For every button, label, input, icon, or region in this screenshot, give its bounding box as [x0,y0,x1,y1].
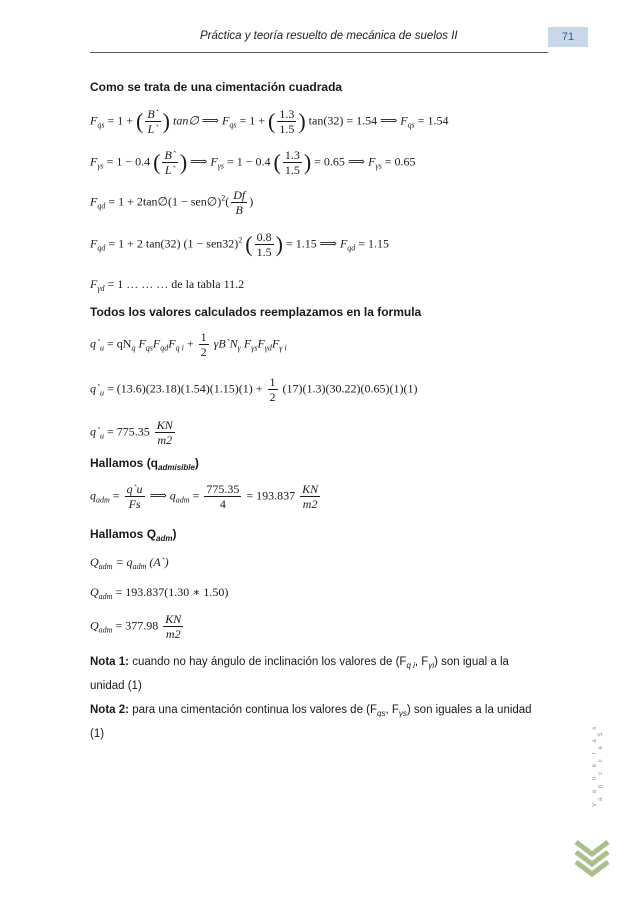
equation-Q-adm-formula: $Q_{adm} = q_{adm}$ (A`) [90,555,169,571]
note-2: Nota 2: para una cimentación continua los valores de ($F_{qs}$, $F_{\gamma s}$) son iguales a la unidad (1) [90,704,532,740]
equation-fys: $F_{\gamma s} = 1 - 0.4$ ( $\frac{B`}{L`}$ ) ⟹ $F_{\gamma s} = 1 - 0.4$ ( $\frac{1.3}{1.5}$ ) = 0.65 ⟹ $F_{\gamma s} = 0.65$ [90,148,416,177]
page-number-badge: 71 [548,27,588,47]
equation-q-adm: $q_{adm}$ = $\frac{q`u}{Fs}$ ⟹ $q_{adm}$ = $\frac{775.35}{4}$ = 193.837 $\frac{KN}{m2}$ [90,482,319,511]
equation-qu-formula: $q`_u = qN_q$ $F_{qs}F_{qd}F_{q i}$ + $\frac{1}{2}$ $\gamma B`N_\gamma$ $F_{\gamma s}F_{\gamma d}F_{\gamma i}$ [90,330,287,359]
section-heading-reemplazo: Todos los valores calculados reemplazamos en la formula [90,305,422,319]
equation-Q-adm-result: $Q_{adm} = 377.98$ $\frac{KN}{m2}$ [90,612,182,641]
equation-Q-adm-substitution: $Q_{adm} = 193.837(1.30$ ∗ 1.50) [90,585,229,601]
note-1: Nota 1: cuando no hay ángulo de inclinación los valores de ($F_{q i}$, $F_{\gamma i}$) son igual a la unidad (1) [90,656,509,692]
section-heading-cuadrada: Como se trata de una cimentación cuadrada [90,80,343,94]
section-heading-Q-adm: Hallamos $Q_{adm}$) [90,527,177,543]
equation-fyd: $F_{\gamma d} = 1$ … … … de la tabla 11.2 [90,277,245,293]
header-rule [90,52,548,53]
equation-fqs: $F_{qs} = 1$ + ( $\frac{B`}{L`}$ ) tan∅ ⟹ $F_{qs} = 1$ + ( $\frac{1.3}{1.5}$ ) tan(32) = 1.54 ⟹ $F_{qs} = 1.54$ [90,107,449,136]
equation-qu-substitution: $q`_u = (13.6)(23.18)(1.54)(1.15)(1)$ + $\frac{1}{2}$ (17)(1.3)(30.22)(0.65)(1)(1) [90,375,418,404]
equation-qu-result: $q`_u = 775.35$ $\frac{KN}{m2}$ [90,418,173,447]
section-heading-q-admisible: Hallamos $(q_{admisible})$ [90,456,199,472]
side-author-label: V a n e r a s a n c c a S [592,722,604,808]
equation-fqd-value: $F_{qd} = 1 + 2$ tan(32) $(1 - sen32)^2$ ( $\frac{0.8}{1.5}$ ) = 1.15 ⟹ $F_{qd} = 1.15$ [90,230,390,259]
chevron-down-icon [572,838,612,878]
header-title: Práctica y teoría resuelto de mecánica de suelos II [200,30,458,42]
equation-fqd-formula: $F_{qd} = 1$ + 2tan∅(1 − sen∅)$^2$( $\frac{Df}{B}$ ) [90,188,254,217]
